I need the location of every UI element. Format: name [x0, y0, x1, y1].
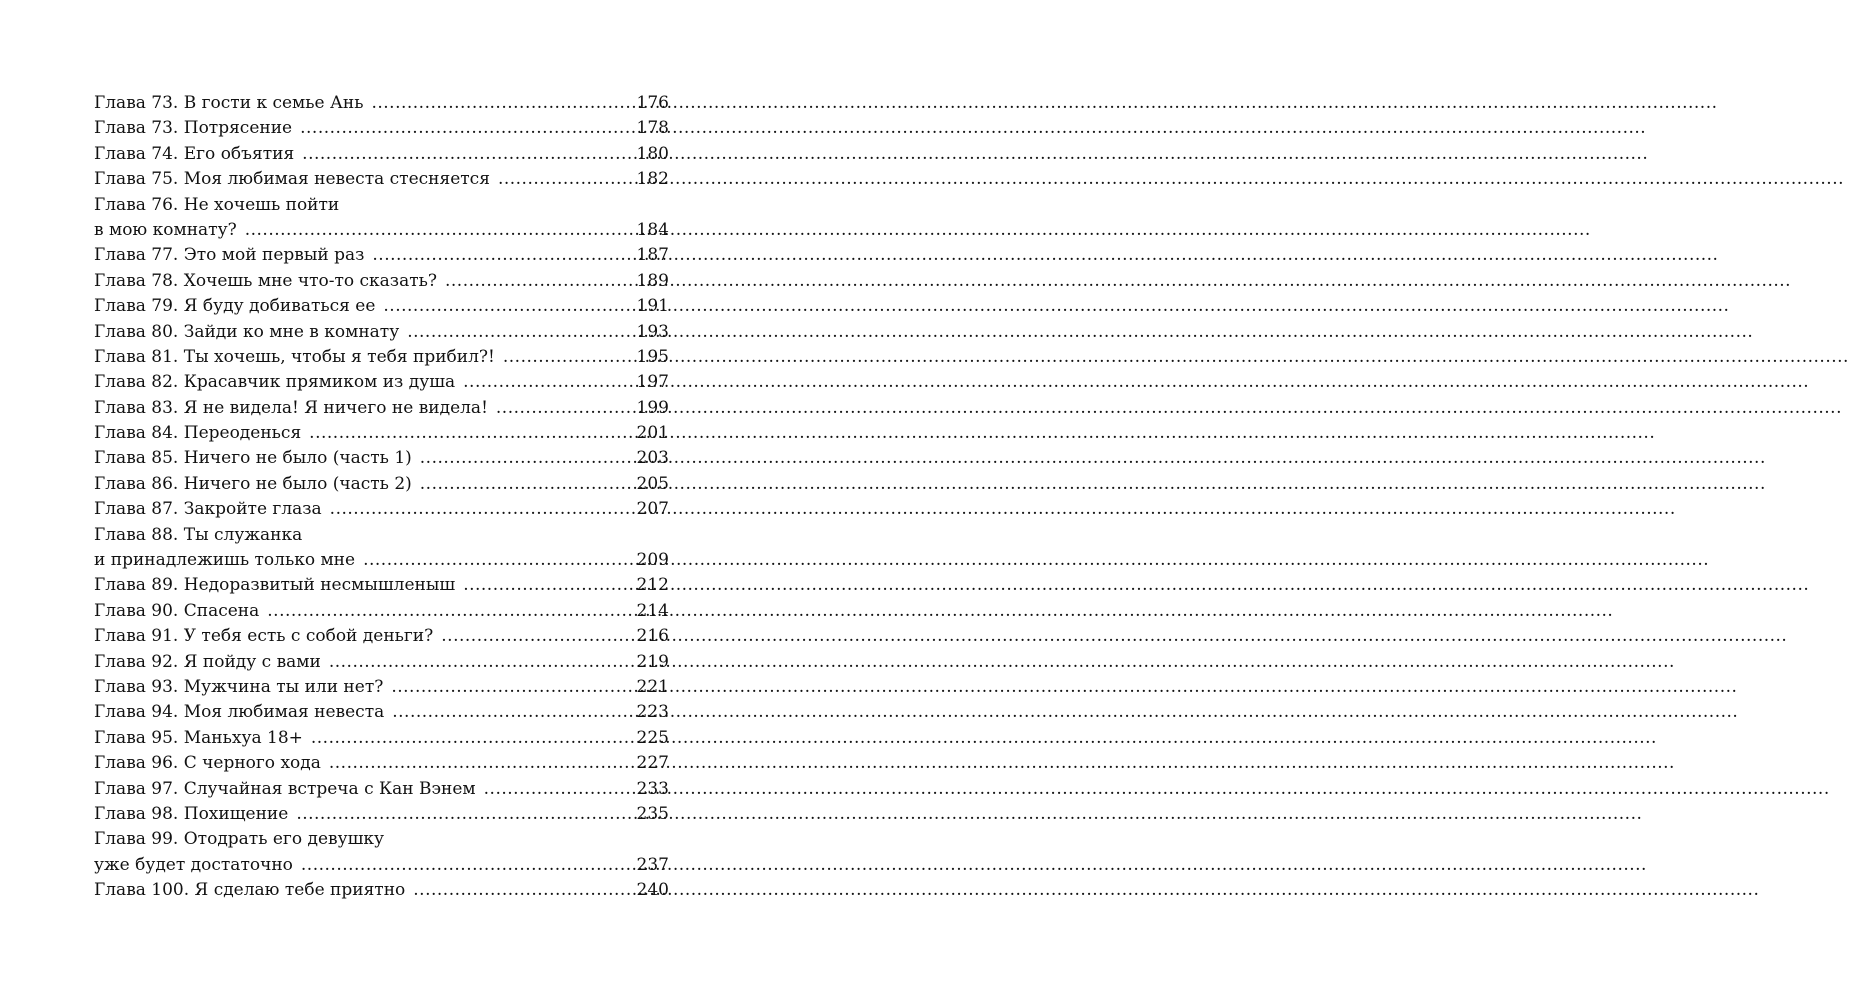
- page-number: 184: [636, 219, 669, 240]
- toc-entry: [94, 446, 669, 471]
- toc-entry-line-last: [94, 218, 669, 243]
- page-number: 189: [636, 270, 669, 291]
- toc-entry: [94, 243, 669, 268]
- dot-leader: [441, 624, 634, 649]
- toc-entry-line-last: [94, 777, 669, 802]
- chapter-title: Глава 95. Маньхуа 18+: [94, 727, 303, 748]
- chapter-title: Глава 73. Потрясение: [94, 118, 293, 139]
- chapter-title: Глава 77. Это мой первый раз: [94, 245, 365, 266]
- page-number: 225: [636, 727, 669, 748]
- chapter-title: Глава 79. Я буду добиваться ее: [94, 296, 376, 317]
- page-number: 197: [636, 372, 669, 393]
- page-number: 221: [636, 676, 669, 697]
- page-number: 214: [636, 600, 669, 621]
- toc-entry-line-last: [94, 396, 669, 421]
- toc-entry-line-last: [94, 370, 669, 395]
- dot-leader: [267, 599, 634, 624]
- toc-entry-line-last: [94, 802, 669, 827]
- toc-entry-line: [94, 827, 669, 852]
- page-number: 201: [636, 423, 669, 444]
- toc-entry-line-last: [94, 548, 669, 573]
- dot-leader: [296, 802, 634, 827]
- toc-entry-line-last: [94, 167, 669, 192]
- toc-entry: [94, 700, 669, 725]
- toc-entry: [94, 472, 669, 497]
- chapter-title: Глава 75. Моя любимая невеста стесняется: [94, 169, 490, 190]
- chapter-title: уже будет достаточно: [94, 854, 293, 875]
- toc-entry: [94, 827, 669, 878]
- page-number: 203: [636, 448, 669, 469]
- page-number: 191: [636, 296, 669, 317]
- toc-entry: [94, 624, 669, 649]
- toc-entry: [94, 269, 669, 294]
- page-number: 216: [636, 626, 669, 647]
- toc-entry-line-last: [94, 243, 669, 268]
- toc-entry: [94, 345, 669, 370]
- dot-leader: [329, 650, 635, 675]
- toc-entry: [94, 421, 669, 446]
- chapter-title: Глава 76. Не хочешь пойти: [94, 194, 340, 215]
- chapter-title: Глава 99. Отодрать его девушку: [94, 829, 385, 850]
- toc-entry: [94, 675, 669, 700]
- chapter-title: Глава 88. Ты служанка: [94, 524, 303, 545]
- toc-entry-line-last: [94, 878, 669, 903]
- toc-entry: [94, 802, 669, 827]
- dot-leader: [413, 878, 634, 903]
- toc-entry: [94, 777, 669, 802]
- chapter-title: Глава 91. У тебя есть с собой деньги?: [94, 626, 434, 647]
- toc-entry-line-last: [94, 269, 669, 294]
- dot-leader: [391, 675, 634, 700]
- page-number: 219: [636, 651, 669, 672]
- toc-entry-line-last: [94, 472, 669, 497]
- toc-entry-line-last: [94, 142, 669, 167]
- toc-entry-line-last: [94, 345, 669, 370]
- dot-leader: [498, 167, 635, 192]
- dot-leader: [300, 116, 634, 141]
- page-number: 223: [636, 702, 669, 723]
- chapter-title: Глава 74. Его объятия: [94, 143, 295, 164]
- toc-entry: [94, 142, 669, 167]
- toc-entry: [94, 726, 669, 751]
- dot-leader: [420, 446, 635, 471]
- chapter-title: Глава 80. Зайди ко мне в комнату: [94, 321, 400, 342]
- chapter-title: Глава 83. Я не видела! Я ничего не видела!: [94, 397, 488, 418]
- dot-leader: [383, 294, 634, 319]
- chapter-title: Глава 84. Переоденься: [94, 423, 302, 444]
- toc-entry-line-last: [94, 726, 669, 751]
- toc-entry-line: [94, 523, 669, 548]
- dot-leader: [496, 396, 635, 421]
- chapter-title: Глава 89. Недоразвитый несмышленыш: [94, 575, 456, 596]
- toc-entry: [94, 650, 669, 675]
- toc-entry: [94, 370, 669, 395]
- dot-leader: [463, 370, 634, 395]
- dot-leader: [392, 700, 634, 725]
- page-number: 240: [636, 880, 669, 901]
- page-number: 205: [636, 473, 669, 494]
- toc-entry: [94, 294, 669, 319]
- toc-entry: [94, 523, 669, 574]
- toc-entry: [94, 599, 669, 624]
- page-number: 178: [636, 118, 669, 139]
- toc-entry: [94, 193, 669, 244]
- toc-entry-line-last: [94, 599, 669, 624]
- toc-entry-line-last: [94, 700, 669, 725]
- dot-leader: [330, 497, 635, 522]
- chapter-title: Глава 85. Ничего не было (часть 1): [94, 448, 412, 469]
- dot-leader: [371, 91, 634, 116]
- chapter-title: Глава 86. Ничего не было (часть 2): [94, 473, 412, 494]
- dot-leader: [302, 142, 634, 167]
- dot-leader: [245, 218, 635, 243]
- dot-leader: [484, 777, 635, 802]
- page-number: 180: [636, 143, 669, 164]
- dot-leader: [463, 573, 634, 598]
- chapter-title: Глава 73. В гости к семье Ань: [94, 93, 364, 113]
- page-number: 187: [636, 245, 669, 266]
- toc-entry: [94, 573, 669, 598]
- toc-entry: [94, 91, 669, 116]
- toc-entry-line-last: [94, 675, 669, 700]
- page-number: 182: [636, 169, 669, 190]
- toc-entry: [94, 116, 669, 141]
- dot-leader: [311, 726, 635, 751]
- toc-entry-line-last: [94, 116, 669, 141]
- dot-leader: [301, 853, 635, 878]
- page-number: 227: [636, 753, 669, 774]
- page-number: 233: [636, 778, 669, 799]
- page-number: 176: [636, 93, 669, 113]
- chapter-title: Глава 100. Я сделаю тебе приятно: [94, 880, 406, 901]
- page-number: 237: [636, 854, 669, 875]
- chapter-title: Глава 78. Хочешь мне что-то сказать?: [94, 270, 437, 291]
- dot-leader: [329, 751, 635, 776]
- toc-entry: [94, 396, 669, 421]
- toc-entry-line-last: [94, 497, 669, 522]
- table-of-contents: [94, 91, 669, 904]
- chapter-title: Глава 90. Спасена: [94, 600, 260, 621]
- toc-entry-line-last: [94, 624, 669, 649]
- toc-entry-line-last: [94, 650, 669, 675]
- toc-entry-line-last: [94, 320, 669, 345]
- chapter-title: Глава 98. Похищение: [94, 803, 289, 824]
- page-number: 235: [636, 803, 669, 824]
- dot-leader: [309, 421, 634, 446]
- toc-entry-line-last: [94, 91, 669, 116]
- toc-entry: [94, 320, 669, 345]
- chapter-title: Глава 94. Моя любимая невеста: [94, 702, 385, 723]
- dot-leader: [503, 345, 635, 370]
- toc-entry-line-last: [94, 421, 669, 446]
- toc-entry-line: [94, 193, 669, 218]
- dot-leader: [420, 472, 635, 497]
- toc-entry: [94, 497, 669, 522]
- toc-entry-line-last: [94, 573, 669, 598]
- page-number: 193: [636, 321, 669, 342]
- chapter-title: Глава 93. Мужчина ты или нет?: [94, 676, 384, 697]
- chapter-title: Глава 81. Ты хочешь, чтобы я тебя прибил?!: [94, 346, 495, 367]
- page-number: 195: [636, 346, 669, 367]
- toc-entry: [94, 167, 669, 192]
- chapter-title: и принадлежишь только мне: [94, 550, 356, 571]
- page-number: 207: [636, 499, 669, 520]
- dot-leader: [363, 548, 634, 573]
- page-number: 212: [636, 575, 669, 596]
- page-number: 209: [636, 550, 669, 571]
- chapter-title: Глава 87. Закройте глаза: [94, 499, 322, 520]
- toc-entry-line-last: [94, 446, 669, 471]
- page-number: 199: [636, 397, 669, 418]
- chapter-title: Глава 96. С черного хода: [94, 753, 321, 774]
- chapter-title: Глава 92. Я пойду с вами: [94, 651, 321, 672]
- toc-entry: [94, 751, 669, 776]
- chapter-title: в мою комнату?: [94, 219, 237, 240]
- chapter-title: Глава 97. Случайная встреча с Кан Вэнем: [94, 778, 476, 799]
- toc-entry-line-last: [94, 853, 669, 878]
- dot-leader: [407, 320, 634, 345]
- chapter-title: Глава 82. Красавчик прямиком из душа: [94, 372, 456, 393]
- dot-leader: [372, 243, 634, 268]
- toc-entry-line-last: [94, 751, 669, 776]
- toc-entry-line-last: [94, 294, 669, 319]
- dot-leader: [445, 269, 635, 294]
- toc-entry: [94, 878, 669, 903]
